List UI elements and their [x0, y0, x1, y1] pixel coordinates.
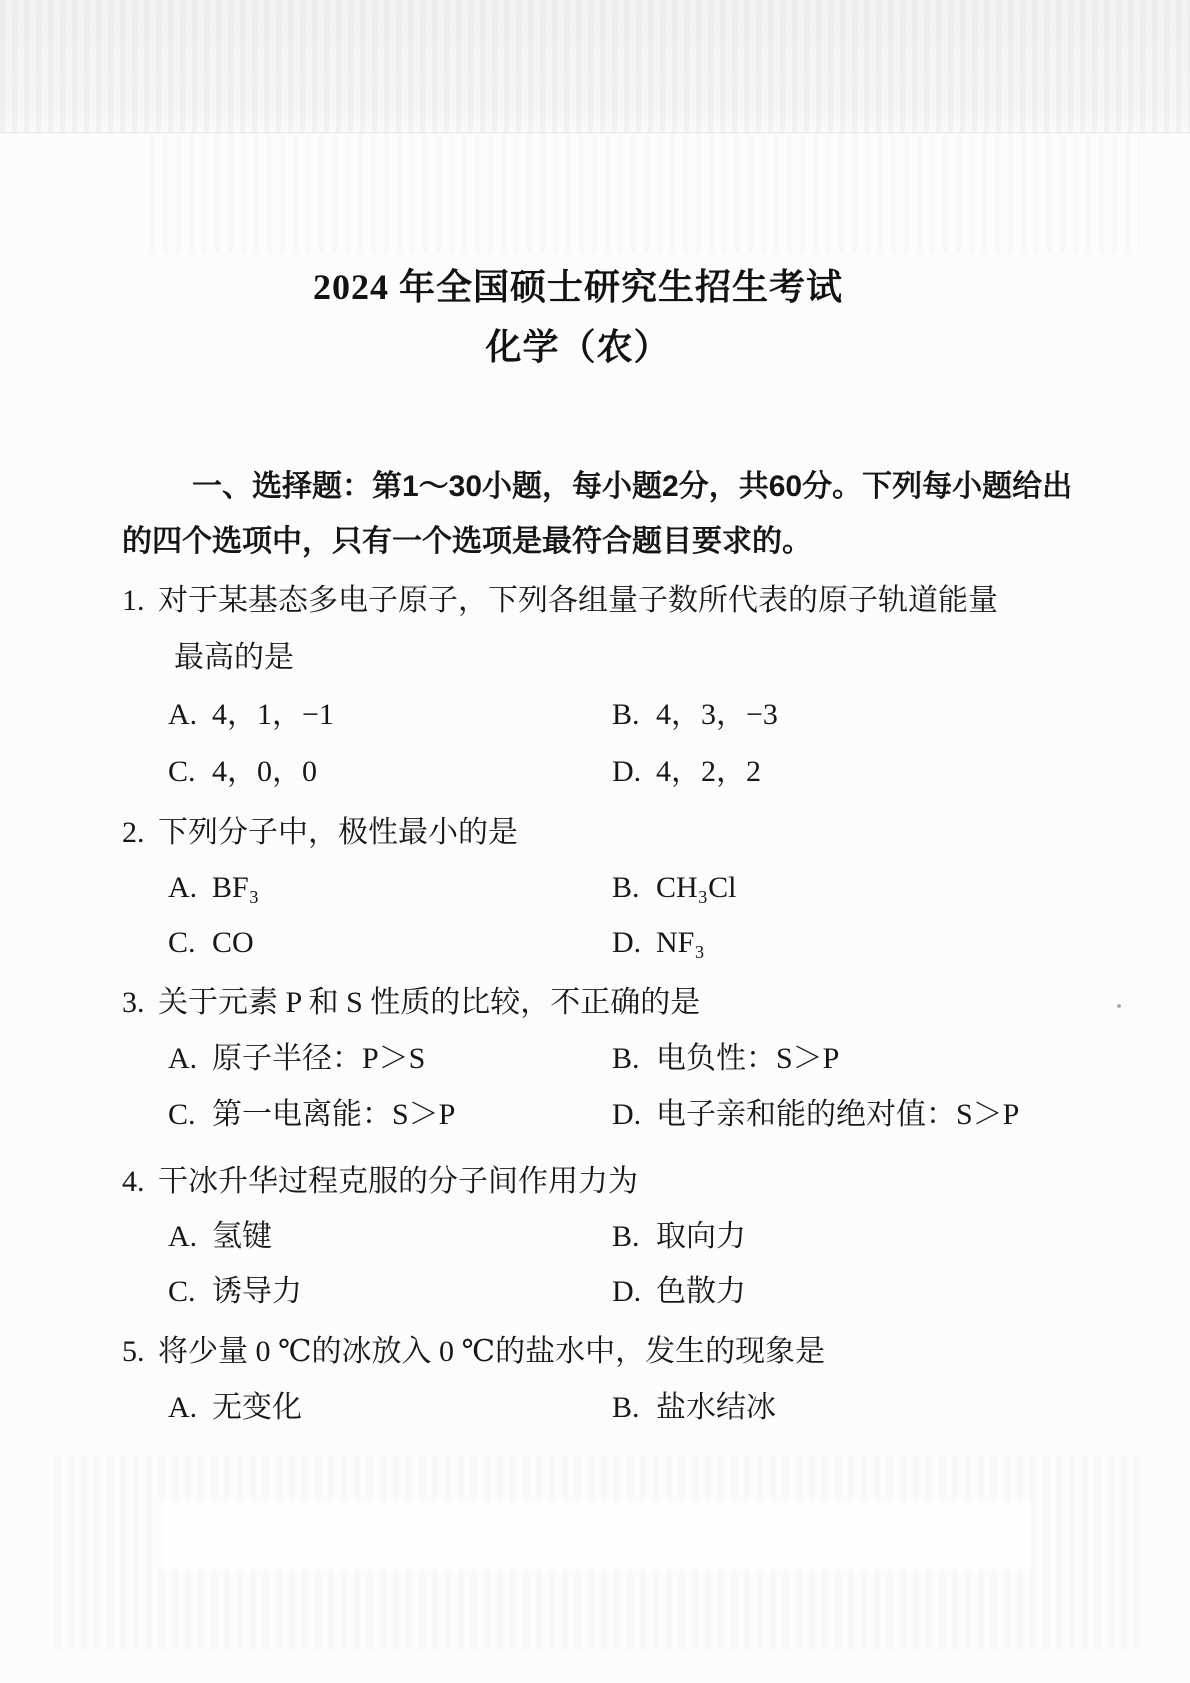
- option-b-text: 4，3，−3: [656, 698, 778, 731]
- question-5-number: 5.: [122, 1335, 145, 1368]
- option-a-label: A.: [168, 698, 198, 731]
- question-3: [122, 975, 1082, 1143]
- question-2-options-cd: [122, 915, 1082, 970]
- question-1-number: 1.: [122, 584, 145, 617]
- option-a-label: A.: [168, 1042, 198, 1075]
- option-c-text: CO: [212, 926, 254, 959]
- question-1: [122, 572, 1082, 800]
- question-4-option-d: [612, 1264, 746, 1319]
- question-5-text: 将少量 0 ℃的冰放入 0 ℃的盐水中，发生的现象是: [158, 1335, 826, 1368]
- option-c-label: C.: [168, 926, 196, 959]
- option-a-text: BF₃: [212, 871, 260, 904]
- question-1-options-ab: [122, 686, 1082, 743]
- option-a-label: A.: [168, 1391, 198, 1424]
- exam-subject: 化学（农）: [485, 327, 671, 367]
- question-4-option-c: [168, 1275, 302, 1308]
- question-5-options-ab: [122, 1380, 1082, 1436]
- question-5-stem: [122, 1324, 1082, 1380]
- option-c-text: 4，0，0: [212, 755, 317, 788]
- option-b-text: 取向力: [656, 1220, 746, 1253]
- question-2-option-c: [168, 926, 254, 959]
- option-b-label: B.: [612, 1220, 640, 1253]
- question-4-option-b: [612, 1209, 746, 1264]
- question-3-option-c: [168, 1098, 455, 1131]
- option-b-text: 电负性：S＞P: [656, 1042, 840, 1075]
- question-1-option-c: [168, 755, 317, 788]
- question-3-option-a: [168, 1042, 425, 1075]
- question-1-text-continued: 最高的是: [174, 641, 294, 674]
- question-2-number: 2.: [122, 816, 145, 849]
- option-b-label: B.: [612, 698, 640, 731]
- question-4-options-cd: [122, 1264, 1082, 1319]
- option-a-label: A.: [168, 871, 198, 904]
- option-a-text: 原子半径：P＞S: [212, 1042, 426, 1075]
- question-2: [122, 805, 1082, 970]
- section-instructions-line1: 一、选择题：第1～30小题，每小题2分，共60分。下列每小题给出: [192, 470, 1073, 503]
- scan-artifact-top-band: [0, 0, 1190, 133]
- option-d-label: D.: [612, 926, 642, 959]
- question-1-option-a: [168, 698, 334, 731]
- question-1-stem: [122, 572, 1082, 629]
- question-2-option-d: [612, 915, 705, 970]
- option-b-label: B.: [612, 871, 640, 904]
- question-1-option-d: [612, 743, 761, 800]
- option-b-label: B.: [612, 1042, 640, 1075]
- option-b-text: CH₃Cl: [656, 871, 737, 904]
- question-4-options-ab: [122, 1209, 1082, 1264]
- option-a-text: 氢键: [212, 1220, 272, 1253]
- question-5: [122, 1324, 1082, 1436]
- exam-title-block: [0, 257, 1156, 377]
- question-4-text: 干冰升华过程克服的分子间作用力为: [158, 1165, 638, 1198]
- question-4-option-a: [168, 1220, 272, 1253]
- option-b-text: 盐水结冰: [656, 1391, 776, 1424]
- question-2-option-b: [612, 860, 736, 915]
- question-1-text: 对于某基态多电子原子，下列各组量子数所代表的原子轨道能量: [158, 584, 998, 617]
- section-instructions: [122, 459, 1073, 569]
- option-c-label: C.: [168, 1275, 196, 1308]
- question-4-number: 4.: [122, 1165, 145, 1198]
- question-2-options-ab: [122, 860, 1082, 915]
- option-a-text: 4，1，−1: [212, 698, 334, 731]
- question-2-text: 下列分子中，极性最小的是: [158, 816, 518, 849]
- option-c-text: 第一电离能：S＞P: [212, 1098, 456, 1131]
- option-d-text: 电子亲和能的绝对值：S＞P: [656, 1098, 1020, 1131]
- option-c-label: C.: [168, 755, 196, 788]
- question-3-stem: [122, 975, 1082, 1031]
- question-2-option-a: [168, 871, 259, 904]
- option-d-label: D.: [612, 1275, 642, 1308]
- question-5-option-b: [612, 1380, 776, 1436]
- option-c-text: 诱导力: [212, 1275, 302, 1308]
- option-a-text: 无变化: [212, 1391, 302, 1424]
- question-3-option-d: [612, 1087, 1019, 1143]
- scan-artifact-smear: [160, 1500, 1030, 1570]
- question-3-options-cd: [122, 1087, 1082, 1143]
- section-instructions-line2: 的四个选项中，只有一个选项是最符合题目要求的。: [122, 525, 812, 558]
- scan-artifact-speck: [1117, 1004, 1121, 1008]
- question-3-option-b: [612, 1031, 839, 1087]
- option-d-text: NF₃: [656, 926, 705, 959]
- exam-title: 2024 年全国硕士研究生招生考试: [312, 267, 843, 307]
- question-3-options-ab: [122, 1031, 1082, 1087]
- question-3-text: 关于元素 P 和 S 性质的比较，不正确的是: [158, 986, 701, 1019]
- question-5-option-a: [168, 1391, 302, 1424]
- question-2-stem: [122, 805, 1082, 860]
- option-d-text: 4，2，2: [656, 755, 761, 788]
- scan-artifact-upper-noise: [150, 133, 1140, 253]
- question-4-stem: [122, 1154, 1082, 1209]
- question-1-option-b: [612, 686, 778, 743]
- question-1-options-cd: [122, 743, 1082, 800]
- option-b-label: B.: [612, 1391, 640, 1424]
- option-d-text: 色散力: [656, 1275, 746, 1308]
- question-4: [122, 1154, 1082, 1319]
- option-a-label: A.: [168, 1220, 198, 1253]
- option-d-label: D.: [612, 755, 642, 788]
- option-d-label: D.: [612, 1098, 642, 1131]
- option-c-label: C.: [168, 1098, 196, 1131]
- question-3-number: 3.: [122, 986, 145, 1019]
